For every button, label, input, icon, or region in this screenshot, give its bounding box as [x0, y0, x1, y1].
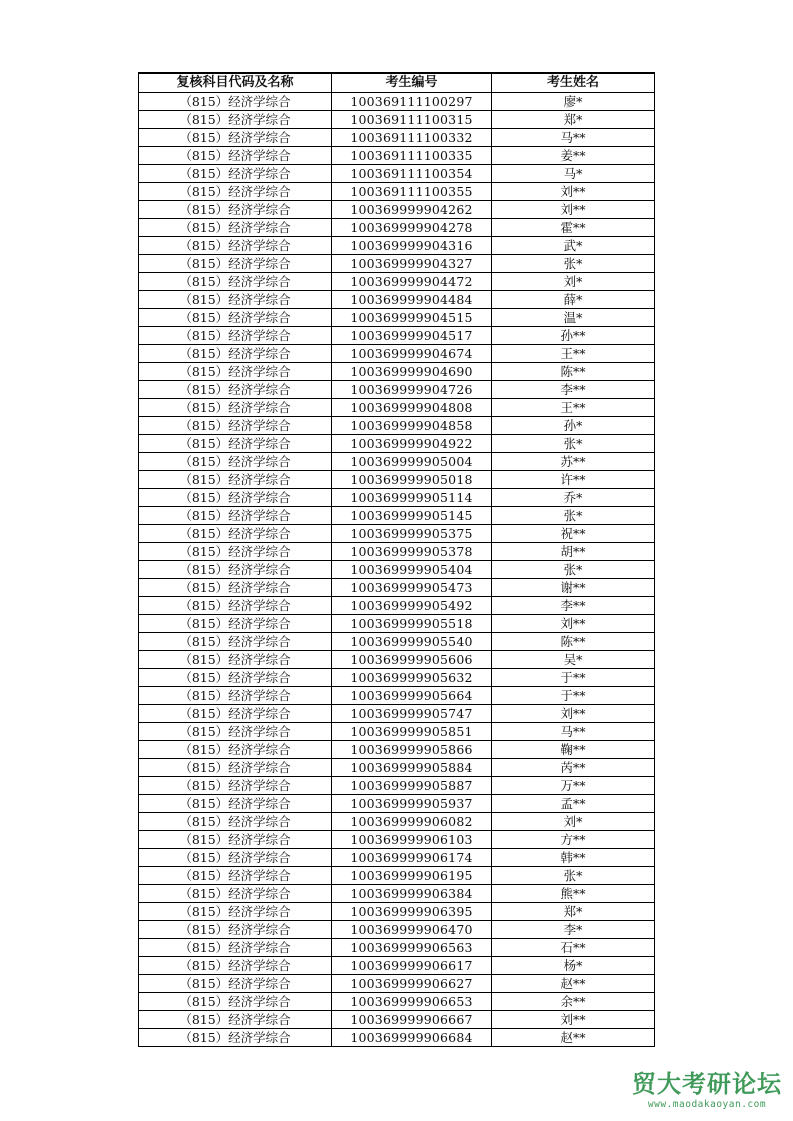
table-row [139, 687, 655, 705]
candidate-name-cell: 刘* [492, 813, 655, 831]
candidate-name-cell: 张* [492, 435, 655, 453]
candidate-name-cell: 熊** [492, 885, 655, 903]
candidate-id-cell: 100369999905851 [332, 723, 492, 741]
candidate-id-cell: 100369999904262 [332, 201, 492, 219]
table-row [139, 1011, 655, 1029]
table-row [139, 669, 655, 687]
candidate-id-cell: 100369999905887 [332, 777, 492, 795]
candidate-name-cell: 胡** [492, 543, 655, 561]
subject-cell: （815）经济学综合 [139, 201, 332, 219]
subject-cell: （815）经济学综合 [139, 885, 332, 903]
table-row [139, 525, 655, 543]
candidate-name-cell: 祝** [492, 525, 655, 543]
candidate-id-cell: 100369999906563 [332, 939, 492, 957]
candidate-id-cell: 100369999905866 [332, 741, 492, 759]
subject-cell: （815）经济学综合 [139, 687, 332, 705]
candidate-id-cell: 100369999904472 [332, 273, 492, 291]
candidate-name-cell: 谢** [492, 579, 655, 597]
subject-cell: （815）经济学综合 [139, 633, 332, 651]
candidate-name-cell: 余** [492, 993, 655, 1011]
candidate-name-cell: 廖* [492, 93, 655, 111]
candidate-id-cell: 100369999904922 [332, 435, 492, 453]
candidate-id-cell: 100369999906395 [332, 903, 492, 921]
table-row [139, 759, 655, 777]
candidate-name-cell: 孙** [492, 327, 655, 345]
table-body [139, 93, 655, 1047]
candidate-name-cell: 张* [492, 507, 655, 525]
candidate-name-cell: 于** [492, 669, 655, 687]
candidate-id-cell: 100369999905632 [332, 669, 492, 687]
candidate-id-cell: 100369999905378 [332, 543, 492, 561]
candidate-id-cell: 100369999906627 [332, 975, 492, 993]
candidate-name-cell: 方** [492, 831, 655, 849]
candidate-name-cell: 苏** [492, 453, 655, 471]
table-row [139, 903, 655, 921]
header-candidate-name: 考生姓名 [492, 73, 655, 93]
table-row [139, 417, 655, 435]
subject-cell: （815）经济学综合 [139, 759, 332, 777]
table-row [139, 489, 655, 507]
subject-cell: （815）经济学综合 [139, 255, 332, 273]
subject-cell: （815）经济学综合 [139, 705, 332, 723]
table-row [139, 975, 655, 993]
candidate-name-cell: 陈** [492, 633, 655, 651]
table-row [139, 1029, 655, 1047]
candidate-id-cell: 100369999906174 [332, 849, 492, 867]
table-row [139, 543, 655, 561]
candidate-id-cell: 100369999906684 [332, 1029, 492, 1047]
candidate-id-cell: 100369111100335 [332, 147, 492, 165]
table-row [139, 93, 655, 111]
table-row [139, 741, 655, 759]
candidate-id-cell: 100369999905937 [332, 795, 492, 813]
candidate-name-cell: 刘** [492, 1011, 655, 1029]
table-row [139, 957, 655, 975]
table-row [139, 363, 655, 381]
table-row [139, 723, 655, 741]
table-row [139, 993, 655, 1011]
subject-cell: （815）经济学综合 [139, 345, 332, 363]
subject-cell: （815）经济学综合 [139, 237, 332, 255]
subject-cell: （815）经济学综合 [139, 165, 332, 183]
candidate-id-cell: 100369111100315 [332, 111, 492, 129]
subject-cell: （815）经济学综合 [139, 957, 332, 975]
watermark-title: 贸大考研论坛 [632, 1070, 782, 1098]
table-row [139, 579, 655, 597]
table-row [139, 453, 655, 471]
table-row [139, 795, 655, 813]
table-row [139, 399, 655, 417]
table-row [139, 255, 655, 273]
candidate-id-cell: 100369999905145 [332, 507, 492, 525]
candidate-id-cell: 100369999906195 [332, 867, 492, 885]
candidate-name-cell: 刘** [492, 705, 655, 723]
candidate-name-cell: 马* [492, 165, 655, 183]
table-header [139, 73, 655, 93]
candidate-name-cell: 李** [492, 381, 655, 399]
table-row [139, 165, 655, 183]
candidate-name-cell: 陈** [492, 363, 655, 381]
subject-cell: （815）经济学综合 [139, 741, 332, 759]
candidate-id-cell: 100369999906082 [332, 813, 492, 831]
table-row [139, 219, 655, 237]
subject-cell: （815）经济学综合 [139, 597, 332, 615]
candidate-name-cell: 温* [492, 309, 655, 327]
candidate-name-cell: 刘** [492, 201, 655, 219]
review-roster-table [138, 72, 655, 1047]
subject-cell: （815）经济学综合 [139, 615, 332, 633]
subject-cell: （815）经济学综合 [139, 471, 332, 489]
candidate-name-cell: 刘* [492, 273, 655, 291]
table-row [139, 309, 655, 327]
subject-cell: （815）经济学综合 [139, 777, 332, 795]
table-row [139, 183, 655, 201]
table-row [139, 345, 655, 363]
candidate-id-cell: 100369999906667 [332, 1011, 492, 1029]
table-row [139, 615, 655, 633]
subject-cell: （815）经济学综合 [139, 579, 332, 597]
subject-cell: （815）经济学综合 [139, 507, 332, 525]
subject-cell: （815）经济学综合 [139, 435, 332, 453]
candidate-name-cell: 孙* [492, 417, 655, 435]
table-row [139, 381, 655, 399]
candidate-id-cell: 100369999904726 [332, 381, 492, 399]
candidate-name-cell: 赵** [492, 975, 655, 993]
candidate-id-cell: 100369999904278 [332, 219, 492, 237]
candidate-id-cell: 100369999904517 [332, 327, 492, 345]
candidate-name-cell: 姜** [492, 147, 655, 165]
candidate-name-cell: 孟** [492, 795, 655, 813]
subject-cell: （815）经济学综合 [139, 795, 332, 813]
subject-cell: （815）经济学综合 [139, 453, 332, 471]
candidate-id-cell: 100369999906103 [332, 831, 492, 849]
subject-cell: （815）经济学综合 [139, 219, 332, 237]
subject-cell: （815）经济学综合 [139, 93, 332, 111]
candidate-name-cell: 王** [492, 399, 655, 417]
candidate-id-cell: 100369999906617 [332, 957, 492, 975]
table-row [139, 273, 655, 291]
candidate-id-cell: 100369999906470 [332, 921, 492, 939]
candidate-id-cell: 100369999906384 [332, 885, 492, 903]
candidate-name-cell: 鞠** [492, 741, 655, 759]
subject-cell: （815）经济学综合 [139, 111, 332, 129]
candidate-id-cell: 100369999905664 [332, 687, 492, 705]
table-row [139, 147, 655, 165]
candidate-id-cell: 100369111100332 [332, 129, 492, 147]
header-row [139, 73, 655, 93]
subject-cell: （815）经济学综合 [139, 147, 332, 165]
candidate-name-cell: 张* [492, 255, 655, 273]
candidate-name-cell: 王** [492, 345, 655, 363]
candidate-id-cell: 100369999904690 [332, 363, 492, 381]
candidate-id-cell: 100369999906653 [332, 993, 492, 1011]
table-row [139, 813, 655, 831]
candidate-id-cell: 100369999905473 [332, 579, 492, 597]
candidate-id-cell: 100369999904327 [332, 255, 492, 273]
subject-cell: （815）经济学综合 [139, 867, 332, 885]
candidate-id-cell: 100369999905114 [332, 489, 492, 507]
candidate-id-cell: 100369999904316 [332, 237, 492, 255]
candidate-id-cell: 100369999905518 [332, 615, 492, 633]
subject-cell: （815）经济学综合 [139, 417, 332, 435]
table-row [139, 939, 655, 957]
subject-cell: （815）经济学综合 [139, 993, 332, 1011]
subject-cell: （815）经济学综合 [139, 327, 332, 345]
candidate-name-cell: 李* [492, 921, 655, 939]
candidate-name-cell: 张* [492, 561, 655, 579]
subject-cell: （815）经济学综合 [139, 831, 332, 849]
subject-cell: （815）经济学综合 [139, 1011, 332, 1029]
candidate-id-cell: 100369999905375 [332, 525, 492, 543]
table-row [139, 471, 655, 489]
candidate-id-cell: 100369999905018 [332, 471, 492, 489]
table-row [139, 561, 655, 579]
watermark-url: www.maodakaoyan.com [647, 1099, 767, 1110]
table-row [139, 705, 655, 723]
table-row [139, 201, 655, 219]
subject-cell: （815）经济学综合 [139, 363, 332, 381]
table-row [139, 633, 655, 651]
subject-cell: （815）经济学综合 [139, 381, 332, 399]
candidate-id-cell: 100369999905404 [332, 561, 492, 579]
candidate-name-cell: 杨* [492, 957, 655, 975]
candidate-name-cell: 武* [492, 237, 655, 255]
subject-cell: （815）经济学综合 [139, 921, 332, 939]
table-row [139, 849, 655, 867]
table-row [139, 507, 655, 525]
subject-cell: （815）经济学综合 [139, 813, 332, 831]
candidate-name-cell: 吴* [492, 651, 655, 669]
subject-cell: （815）经济学综合 [139, 651, 332, 669]
subject-cell: （815）经济学综合 [139, 1029, 332, 1047]
candidate-id-cell: 100369999904808 [332, 399, 492, 417]
candidate-name-cell: 万** [492, 777, 655, 795]
candidate-name-cell: 刘** [492, 615, 655, 633]
table-row [139, 921, 655, 939]
subject-cell: （815）经济学综合 [139, 849, 332, 867]
candidate-name-cell: 许** [492, 471, 655, 489]
candidate-id-cell: 100369999904674 [332, 345, 492, 363]
table-row [139, 327, 655, 345]
candidate-id-cell: 100369111100354 [332, 165, 492, 183]
candidate-id-cell: 100369999904858 [332, 417, 492, 435]
subject-cell: （815）经济学综合 [139, 669, 332, 687]
table-row [139, 651, 655, 669]
table-row [139, 597, 655, 615]
table-row [139, 237, 655, 255]
table-row [139, 111, 655, 129]
subject-cell: （815）经济学综合 [139, 561, 332, 579]
candidate-id-cell: 100369999905606 [332, 651, 492, 669]
table-row [139, 867, 655, 885]
subject-cell: （815）经济学综合 [139, 489, 332, 507]
candidate-name-cell: 于** [492, 687, 655, 705]
candidate-name-cell: 霍** [492, 219, 655, 237]
subject-cell: （815）经济学综合 [139, 309, 332, 327]
subject-cell: （815）经济学综合 [139, 939, 332, 957]
candidate-name-cell: 张* [492, 867, 655, 885]
candidate-name-cell: 赵** [492, 1029, 655, 1047]
candidate-name-cell: 李** [492, 597, 655, 615]
candidate-id-cell: 100369999904515 [332, 309, 492, 327]
candidate-name-cell: 乔* [492, 489, 655, 507]
subject-cell: （815）经济学综合 [139, 543, 332, 561]
candidate-name-cell: 郑* [492, 111, 655, 129]
candidate-name-cell: 马** [492, 129, 655, 147]
table-row [139, 777, 655, 795]
candidate-id-cell: 100369111100297 [332, 93, 492, 111]
subject-cell: （815）经济学综合 [139, 129, 332, 147]
candidate-id-cell: 100369999904484 [332, 291, 492, 309]
table-row [139, 435, 655, 453]
candidate-name-cell: 刘** [492, 183, 655, 201]
candidate-name-cell: 石** [492, 939, 655, 957]
candidate-id-cell: 100369999905492 [332, 597, 492, 615]
candidate-id-cell: 100369999905884 [332, 759, 492, 777]
candidate-id-cell: 100369111100355 [332, 183, 492, 201]
candidate-name-cell: 郑* [492, 903, 655, 921]
candidate-name-cell: 韩** [492, 849, 655, 867]
subject-cell: （815）经济学综合 [139, 399, 332, 417]
subject-cell: （815）经济学综合 [139, 723, 332, 741]
table-row [139, 831, 655, 849]
header-subject: 复核科目代码及名称 [139, 73, 332, 93]
table-row [139, 291, 655, 309]
table-row [139, 885, 655, 903]
table-row [139, 129, 655, 147]
candidate-name-cell: 马** [492, 723, 655, 741]
subject-cell: （815）经济学综合 [139, 273, 332, 291]
candidate-name-cell: 芮** [492, 759, 655, 777]
forum-watermark [627, 1069, 787, 1111]
candidate-id-cell: 100369999905004 [332, 453, 492, 471]
subject-cell: （815）经济学综合 [139, 975, 332, 993]
header-candidate-id: 考生编号 [332, 73, 492, 93]
candidate-name-cell: 薛* [492, 291, 655, 309]
subject-cell: （815）经济学综合 [139, 183, 332, 201]
subject-cell: （815）经济学综合 [139, 903, 332, 921]
subject-cell: （815）经济学综合 [139, 291, 332, 309]
candidate-id-cell: 100369999905540 [332, 633, 492, 651]
subject-cell: （815）经济学综合 [139, 525, 332, 543]
candidate-id-cell: 100369999905747 [332, 705, 492, 723]
